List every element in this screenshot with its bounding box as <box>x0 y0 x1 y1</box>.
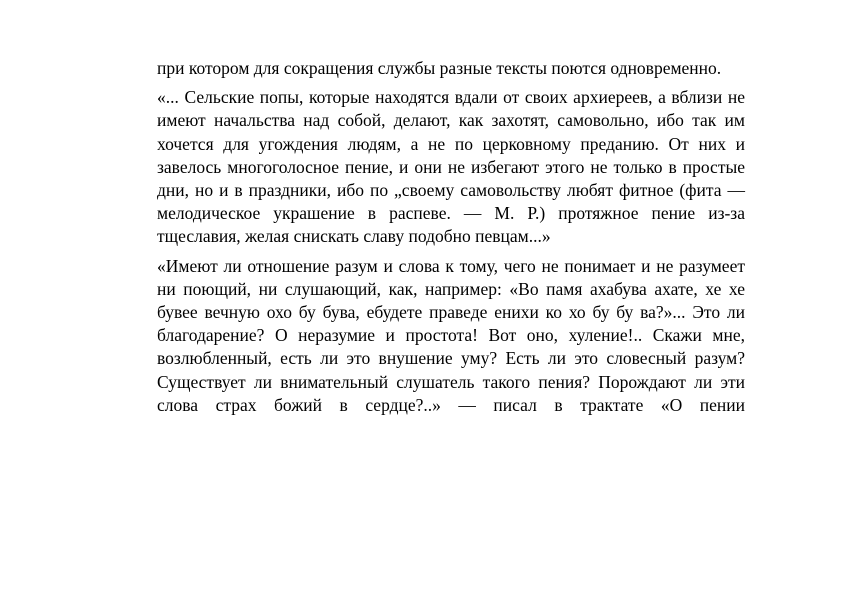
document-page <box>157 57 745 417</box>
paragraph-intro: при котором для сокращения службы разные тексты поются одновременно. <box>157 58 722 78</box>
paragraph-quote-rural-priests: «... Сельские попы, которые находятся вдали от своих архиереев, а вблизи не имеют начальства над собой, делают, как захотят, самовольно, ибо так им хочется для угождения людям, а не по церковному преданию. От них и завелось многоголосное пение, и они не избегают этого не только в простые дни, но и в праздники, ибо по „своему самовольству любят фитное (фита — мелодическое украшение в распеве. — М. Р.) протяжное пение из-за тщеславия, желая снискать славу подобно певцам...» <box>157 87 745 247</box>
paragraph-quote-treatise: «Имеют ли отношение разум и слова к тому, чего не понимает и не разумеет ни поющий, ни слушающий, как, например: «Во памя ахабува ахате, хе хе бувее вечную охо бу бува, ебудете праведе енихи ко хо бу бу ва?»... Это ли благодарение? О неразумие и простота! Вот оно, хуление!.. Скажи мне, возлюбленный, есть ли это внушение уму? Есть ли это словесный разум? Существует ли внимательный слушатель такого пения? Порождают ли эти слова страх божий в сердце?..» — писал в трактате «О пении <box>157 255 745 415</box>
